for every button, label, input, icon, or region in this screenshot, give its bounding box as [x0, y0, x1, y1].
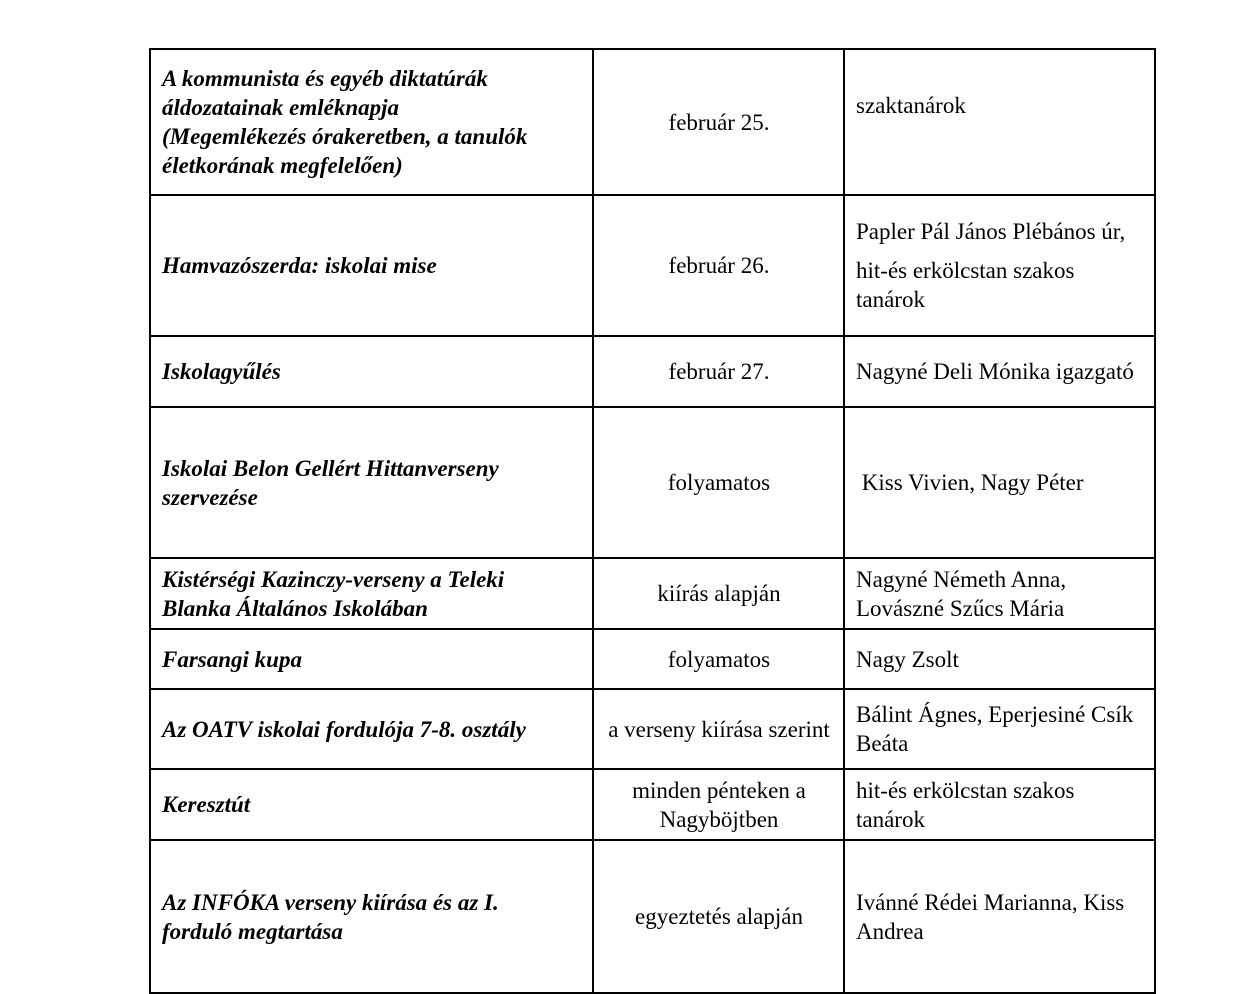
event-name-cell — [150, 407, 593, 558]
event-name-cell — [150, 629, 593, 689]
table-row — [150, 689, 1155, 769]
event-name-line: (Megemlékezés órakeretben, a tanulók — [162, 124, 528, 149]
table-row — [150, 769, 1155, 840]
table-row — [150, 195, 1155, 336]
event-schedule-table — [149, 48, 1156, 994]
responsible-cell — [844, 558, 1155, 629]
event-name-line: Blanka Általános Iskolában — [162, 595, 428, 621]
event-name-line: Farsangi kupa — [162, 646, 302, 672]
table-row — [150, 629, 1155, 689]
event-name-line: Iskolai Belon Gellért Hittanverseny — [162, 455, 499, 481]
responsible-cell — [844, 840, 1155, 993]
event-date-cell: folyamatos — [593, 629, 844, 689]
event-date-cell: kiírás alapján — [593, 558, 844, 629]
responsible-cell — [844, 195, 1155, 336]
event-name-line: forduló megtartása — [162, 918, 343, 944]
event-name-cell — [150, 840, 593, 993]
responsible-cell — [844, 49, 1155, 195]
event-name-cell — [150, 558, 593, 629]
event-date-cell: a verseny kiírása szerint — [593, 689, 844, 769]
responsible-cell — [844, 407, 1155, 558]
responsible-text: Ivánné Rédei Marianna, Kiss Andrea — [856, 889, 1125, 944]
event-date-cell: egyeztetés alapján — [593, 840, 844, 993]
responsible-text: Bálint Ágnes, Eperjesiné Csík Beáta — [856, 702, 1134, 756]
responsible-text: Nagyné Deli Mónika igazgató — [856, 359, 1134, 384]
table-row — [150, 407, 1155, 558]
event-date-cell: február 26. — [593, 195, 844, 336]
responsible-text: szaktanárok — [856, 92, 966, 118]
table-row — [150, 49, 1155, 195]
responsible-text: Kiss Vivien, Nagy Péter — [856, 470, 1084, 495]
event-date-cell: február 25. — [593, 49, 844, 195]
responsible-text: Nagyné Németh Anna, Lovászné Szűcs Mária — [856, 566, 1067, 621]
event-name-line: szervezése — [162, 484, 258, 510]
event-name-line: Az OATV iskolai fordulója 7-8. osztály — [162, 716, 526, 742]
responsible-cell — [844, 336, 1155, 407]
event-name-line: életkorának megfelelően) — [162, 153, 403, 178]
event-date-cell: minden pénteken a Nagyböjtben — [593, 769, 844, 840]
event-name-cell — [150, 336, 593, 407]
event-name-line: Az INFÓKA verseny kiírása és az I. — [162, 889, 499, 915]
event-name-line: áldozatainak emléknapja — [162, 95, 400, 120]
responsible-text: Papler Pál János Plébános úr, — [856, 219, 1126, 244]
event-name-line: A kommunista és egyéb diktatúrák — [162, 66, 488, 91]
responsible-text: hit-és erkölcstan szakos tanárok — [856, 777, 1075, 832]
table-row — [150, 840, 1155, 993]
responsible-text: Nagy Zsolt — [856, 646, 959, 672]
event-name-cell — [150, 195, 593, 336]
responsible-cell — [844, 629, 1155, 689]
responsible-cell — [844, 689, 1155, 769]
event-name-cell — [150, 49, 593, 195]
event-name-cell — [150, 769, 593, 840]
event-name-line: Iskolagyűlés — [162, 359, 281, 384]
table-row — [150, 558, 1155, 629]
event-name-line: Hamvazószerda: iskolai mise — [162, 253, 437, 278]
event-name-line: Kistérségi Kazinczy-verseny a Teleki — [162, 566, 505, 592]
table-row — [150, 336, 1155, 407]
event-name-line: Keresztút — [162, 792, 251, 817]
responsible-text: hit-és erkölcstan szakos tanárok — [856, 258, 1075, 312]
event-name-cell — [150, 689, 593, 769]
responsible-cell — [844, 769, 1155, 840]
event-date-cell: február 27. — [593, 336, 844, 407]
event-date-cell: folyamatos — [593, 407, 844, 558]
